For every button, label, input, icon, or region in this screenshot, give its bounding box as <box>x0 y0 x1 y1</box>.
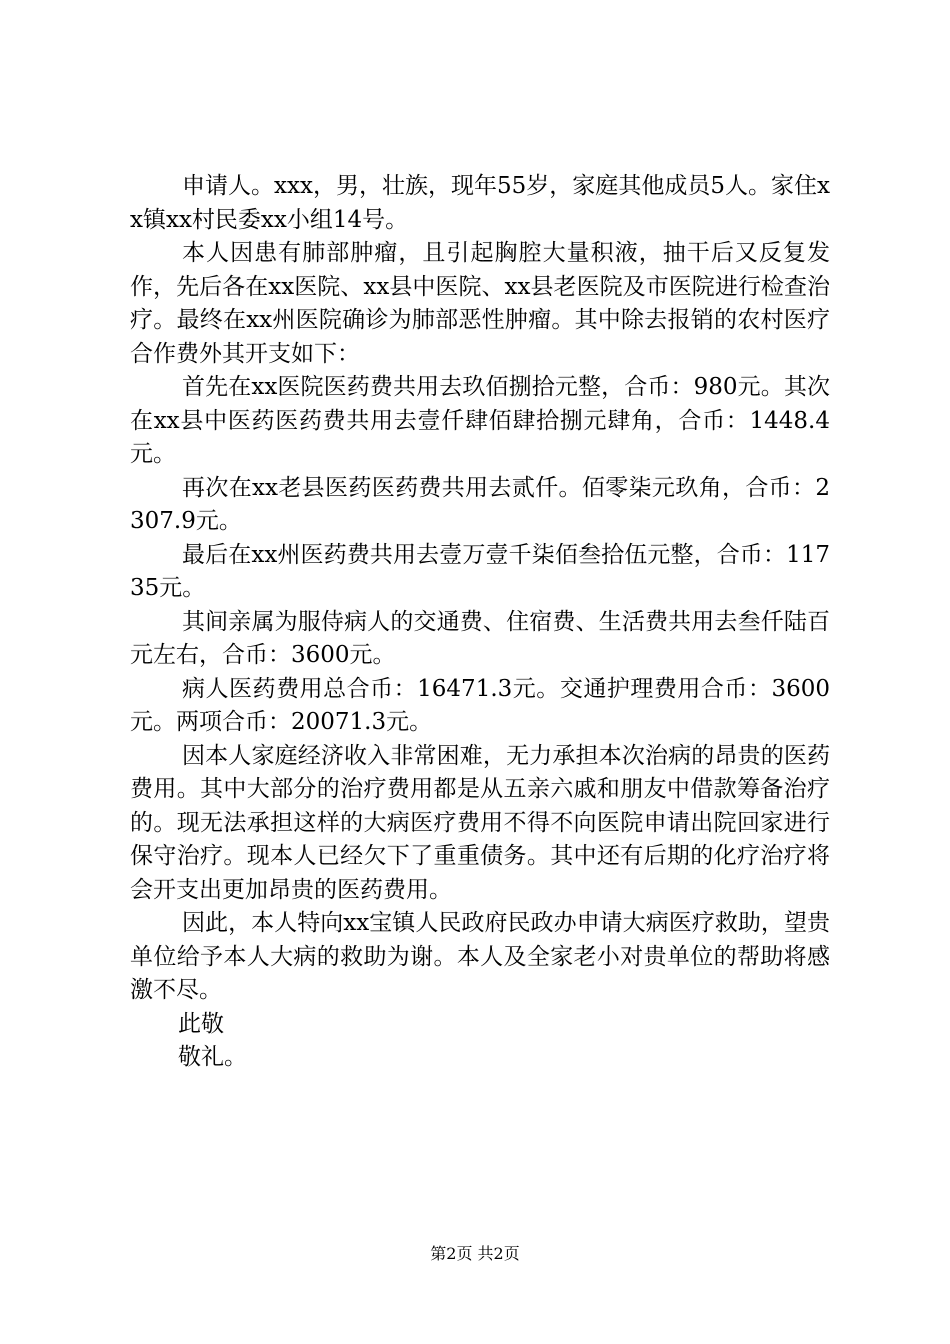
paragraph-applicant-info: 申请人。xxx，男，壮族，现年55岁，家庭其他成员5人。家住xx镇xx村民委xx小组14号。 <box>130 173 830 233</box>
paragraph-expense-second: 再次在xx老县医药医药费共用去贰仟。佰零柒元玖角，合币：2307.9元。 <box>130 474 830 534</box>
paragraph-hardship: 因本人家庭经济收入非常困难，无力承担本次治病的昂贵的医药费用。其中大部分的治疗费用都是从五亲六戚和朋友中借款筹备治疗的。现无法承担这样的大病医疗费用不得不向医院申请出院回家进行保守治疗。现本人已经欠下了重重债务。其中还有后期的化疗治疗将会开支出更加昂贵的医药费用。 <box>130 742 830 903</box>
paragraph-family-costs: 其间亲属为服侍病人的交通费、住宿费、生活费共用去叁仟陆百元左右，合币：3600元。 <box>130 608 830 668</box>
paragraph-total-costs: 病人医药费用总合币：16471.3元。交通护理费用合币：3600元。两项合币：20071.3元。 <box>130 675 830 735</box>
paragraph-expense-final: 最后在xx州医药费共用去壹万壹千柒佰叁拾伍元整，合币：11735元。 <box>130 541 830 601</box>
closing-salutation: 此敬 <box>178 1010 224 1037</box>
closing-regards: 敬礼。 <box>178 1044 247 1070</box>
page-footer <box>0 1244 950 1264</box>
paragraph-illness-history: 本人因患有肺部肿瘤，且引起胸腔大量积液，抽干后又反复发作，先后各在xx医院、xx县中医院、xx县老医院及市医院进行检查治疗。最终在xx州医院确诊为肺部恶性肿瘤。其中除去报销的农村医疗合作费外其开支如下： <box>130 240 830 367</box>
page-number-label: 第2页 共2页 <box>430 1244 520 1263</box>
document-body <box>130 170 830 1075</box>
paragraph-expense-first: 首先在xx医院医药费共用去玖佰捌拾元整，合币：980元。其次在xx县中医药医药费共用去壹仟肆佰肆拾捌元肆角，合币：1448.4元。 <box>130 374 830 467</box>
paragraph-request: 因此，本人特向xx宝镇人民政府民政办申请大病医疗救助，望贵单位给予本人大病的救助为谢。本人及全家老小对贵单位的帮助将感激不尽。 <box>130 910 830 1003</box>
